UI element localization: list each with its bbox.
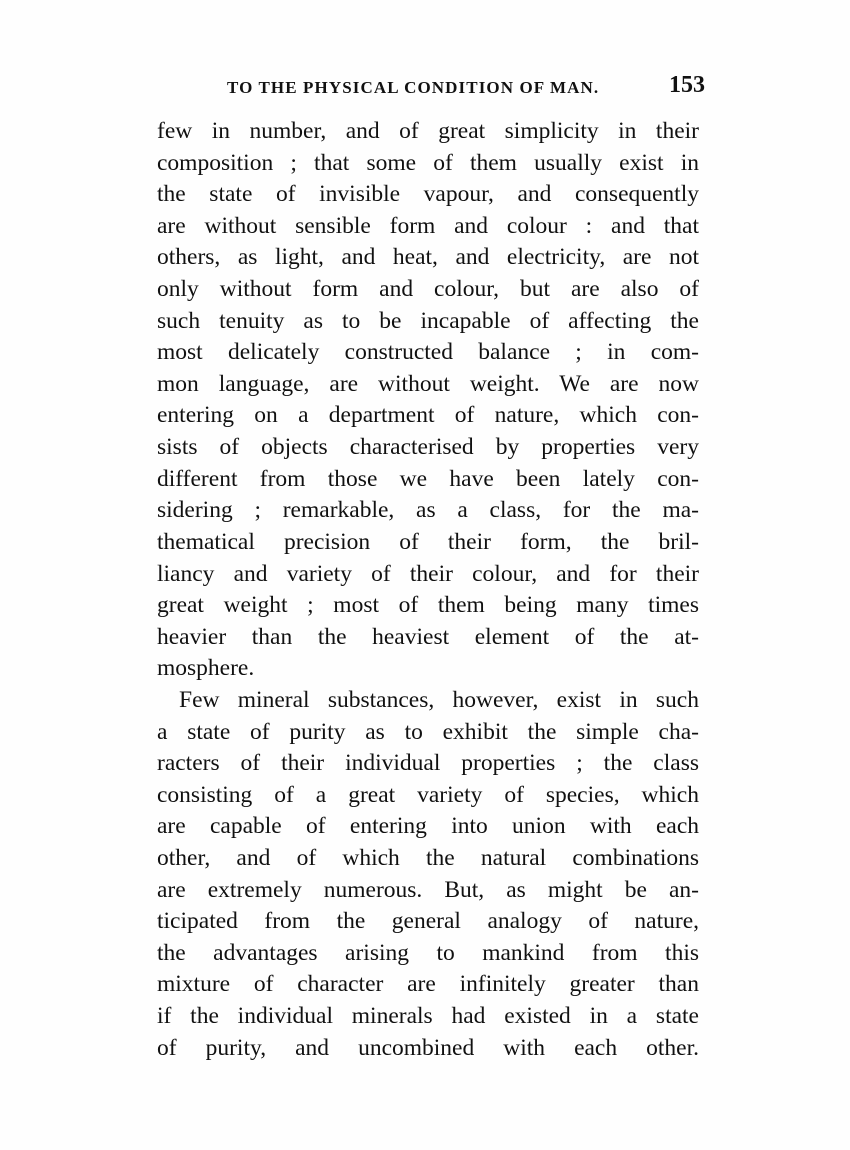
text-line: if the individual minerals had existed in a state xyxy=(157,1003,699,1030)
paragraph-2 xyxy=(157,685,699,1064)
text-line: a state of purity as to exhibit the simple cha- xyxy=(157,718,699,745)
page-number: 153 xyxy=(669,72,705,98)
text-line: composition ; that some of them usually exist in xyxy=(157,149,699,176)
running-title: TO THE PHYSICAL CONDITION OF MAN. xyxy=(227,78,600,97)
body-text xyxy=(157,116,699,1064)
text-line: such tenuity as to be incapable of affecting the xyxy=(157,307,699,334)
text-line: most delicately constructed balance ; in com- xyxy=(157,339,699,366)
text-line: great weight ; most of them being many times xyxy=(157,592,699,619)
text-line: consisting of a great variety of species, which xyxy=(157,781,699,808)
text-line: mon language, are without weight. We are now xyxy=(157,370,699,397)
text-line: the state of invisible vapour, and consequently xyxy=(157,181,699,208)
text-line: mixture of character are infinitely greater than xyxy=(157,971,699,998)
text-line: are capable of entering into union with each xyxy=(157,813,699,840)
text-line: heavier than the heaviest element of the at- xyxy=(157,623,699,650)
text-line: are without sensible form and colour : and that xyxy=(157,212,699,239)
paragraph-1 xyxy=(157,116,699,685)
text-line: few in number, and of great simplicity in their xyxy=(157,118,699,144)
text-line: other, and of which the natural combinations xyxy=(157,845,699,872)
text-line: sists of objects characterised by properties very xyxy=(157,434,699,461)
text-line: sidering ; remarkable, as a class, for the ma- xyxy=(157,497,699,524)
text-line: are extremely numerous. But, as might be an- xyxy=(157,876,699,903)
text-line: the advantages arising to mankind from this xyxy=(157,939,699,966)
text-line: of purity, and uncombined with each other. xyxy=(157,1034,699,1061)
text-line: Few mineral substances, however, exist in such xyxy=(179,686,699,713)
text-line: others, as light, and heat, and electricity, are not xyxy=(157,244,699,271)
text-line: entering on a department of nature, which con- xyxy=(157,402,699,429)
text-line: only without form and colour, but are also of xyxy=(157,276,699,303)
text-line: liancy and variety of their colour, and for their xyxy=(157,560,699,587)
text-line: different from those we have been lately con- xyxy=(157,465,699,492)
text-line: mosphere. xyxy=(157,655,255,682)
running-head xyxy=(157,72,707,106)
text-line: thematical precision of their form, the bril- xyxy=(157,528,699,555)
text-line: ticipated from the general analogy of nature, xyxy=(157,908,699,935)
text-line: racters of their individual properties ; the class xyxy=(157,750,699,777)
